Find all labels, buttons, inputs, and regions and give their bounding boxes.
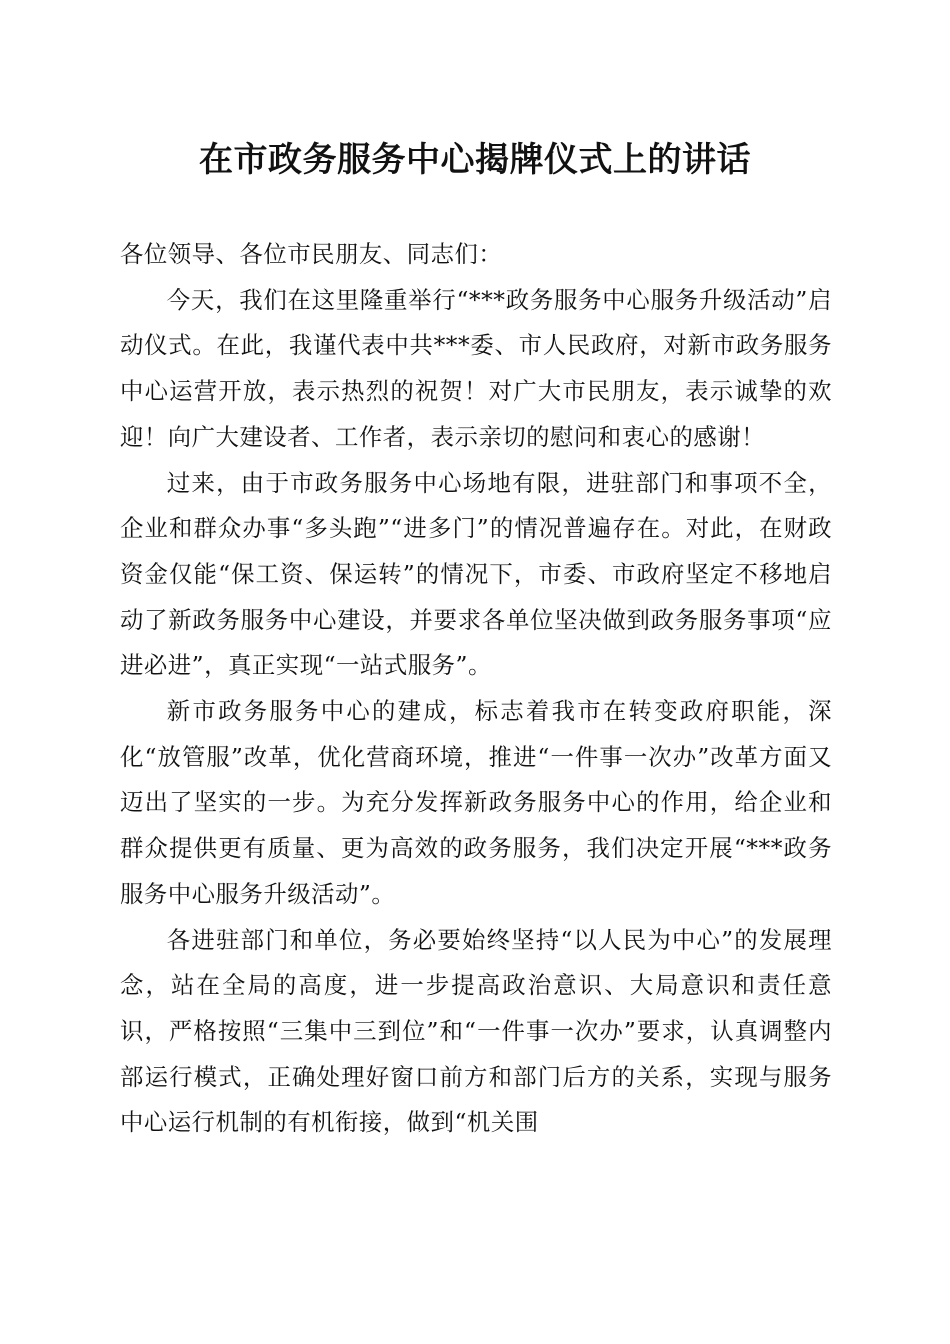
speech-body xyxy=(120,232,832,1146)
paragraph-requirements: 各进驻部门和单位，务必要始终坚持“以人民为中心”的发展理念，站在全局的高度，进一步提高政治意识、大局意识和责任意识，严格按照“三集中三到位”和“一件事一次办”要求，认真调整内部运行模式，正确处理好窗口前方和部门后方的关系，实现与服务中心运行机制的有机衔接，做到“机关围 xyxy=(120,925,832,1137)
paragraph-significance: 新市政务服务中心的建成，标志着我市在转变政府职能，深化“放管服”改革，优化营商环境，推进“一件事一次办”改革方面又迈出了坚实的一步。为充分发挥新政务服务中心的作用，给企业和群众提供更有质量、更为高效的政务服务，我们决定开展“***政务服务中心服务升级活动”。 xyxy=(120,697,832,908)
page-title: 在市政务服务中心揭牌仪式上的讲话 xyxy=(199,140,751,180)
paragraph-background: 过来，由于市政务服务中心场地有限，进驻部门和事项不全，企业和群众办事“多头跑”“进多门”的情况普遍存在。对此，在财政资金仅能“保工资、保运转”的情况下，市委、市政府坚定不移地启动了新政务服务中心建设，并要求各单位坚决做到政务服务事项“应进必进”，真正实现“一站式服务”。 xyxy=(120,468,832,680)
paragraph-opening: 今天，我们在这里隆重举行“***政务服务中心服务升级活动”启动仪式。在此，我谨代表中共***委、市人民政府，对新市政务服务中心运营开放，表示热烈的祝贺！对广大市民朋友，表示诚挚的欢迎！向广大建设者、工作者，表示亲切的慰问和衷心的感谢！ xyxy=(120,285,832,451)
salutation: 各位领导、各位市民朋友、同志们： xyxy=(120,240,503,268)
